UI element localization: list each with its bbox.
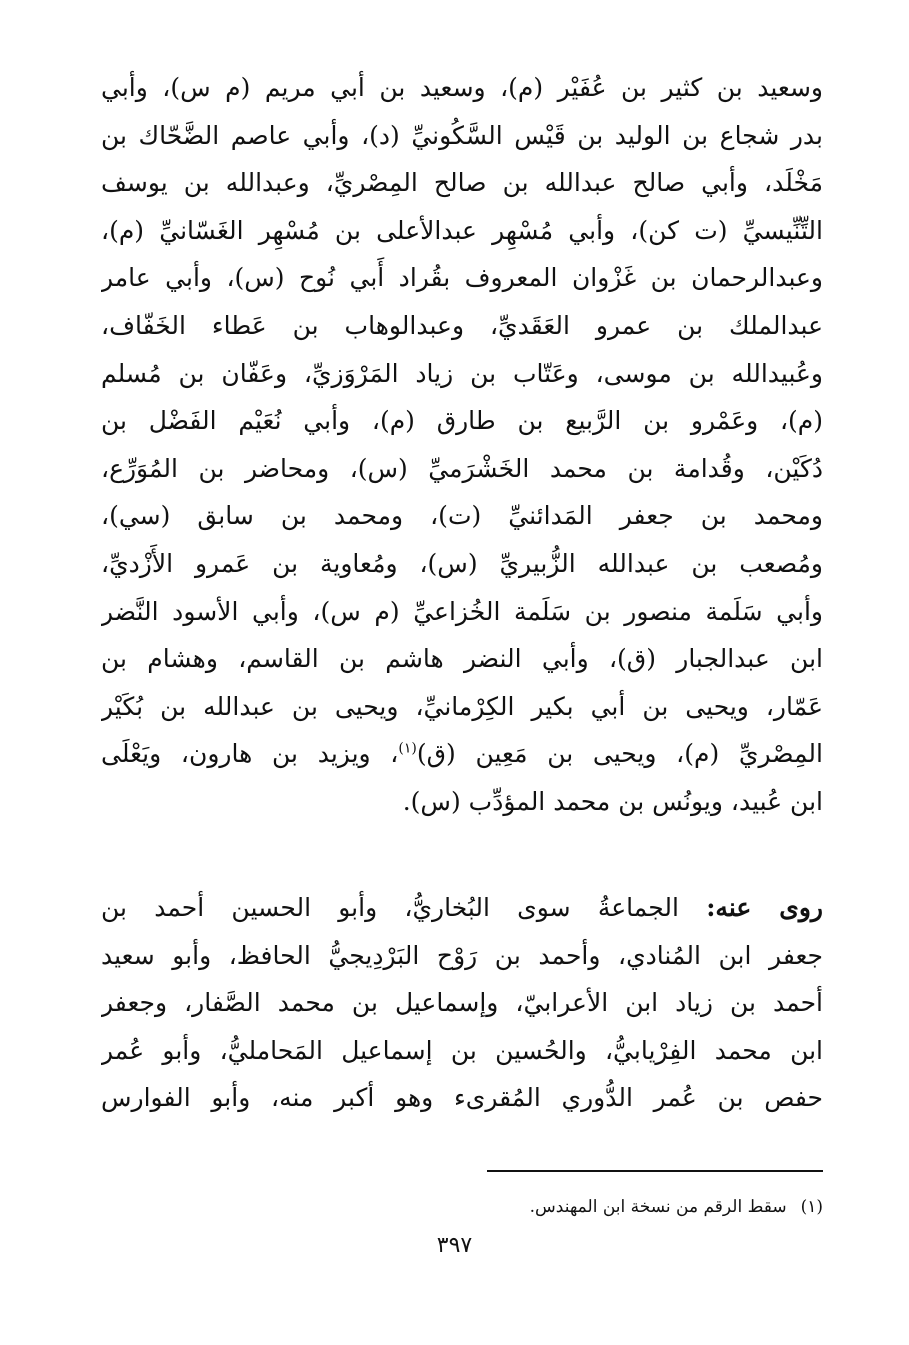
text-line: ومُصعب بن عبدالله الزُّبيريِّ (س)، ومُعاوية بن عَمرو الأَزْديِّ، — [101, 548, 823, 578]
narrators-paragraph — [101, 884, 823, 1122]
text-line: التِّنِّيسيِّ (ت كن)، وأبي مُسْهِر عبدالأعلى بن مُسْهِر الغَسّانيِّ (م)، — [101, 215, 823, 245]
text-line: جعفر ابن المُنادي، وأحمد بن رَوْح البَرْدِيجيُّ الحافظ، وأبو سعيد — [101, 940, 823, 970]
text-line: ابن عبدالجبار (ق)، وأبي النضر هاشم بن القاسم، وهشام بن — [101, 644, 823, 674]
footnote — [101, 1194, 823, 1220]
text-segment: الجماعةُ سوى البُخاريُّ، وأبو الحسين أحمد بن — [101, 893, 679, 922]
text-line: وعُبيدالله بن موسى، وعَتّاب بن زياد المَرْوَزيِّ، وعَفّان بن مُسلم — [101, 358, 823, 388]
text-line: (م)، وعَمْرو بن الرَّبيع بن طارق (م)، وأبي نُعَيْم الفَضْل بن — [101, 406, 823, 436]
text-line: حفص بن عُمر الدُّوري المُقرىء وهو أكبر منه، وأبو الفوارس — [101, 1083, 823, 1113]
text-line: وسعيد بن كثير بن عُفَيْر (م)، وسعيد بن أبي مريم (م س)، وأبي — [101, 73, 823, 102]
text-line: ابن عُبيد، ويونُس بن محمد المؤدِّب (س). — [402, 786, 823, 816]
text-line: بدر شجاع بن الوليد بن قَيْس السَّكُونيِّ (د)، وأبي عاصم الضَّحّاك بن — [101, 120, 823, 150]
paragraph-lead: روى عنه: — [706, 893, 823, 922]
text-line: ومحمد بن جعفر المَدائنيِّ (ت)، ومحمد بن سابق (سي)، — [101, 501, 823, 531]
text-segment: المِصْريِّ (م)، ويحيى بن مَعِين (ق) — [416, 739, 823, 769]
text-line: وأبي سَلَمة منصور بن سَلَمة الخُزاعيِّ (م س)، وأبي الأسود النَّضر — [101, 596, 823, 626]
text-line: وعبدالرحمان بن غَزْوان المعروف بقُراد أَبي نُوح (س)، وأبي عامر — [101, 263, 823, 293]
page-number: ٣٩٧ — [436, 1233, 473, 1258]
footnote-separator — [487, 1170, 823, 1172]
main-paragraph — [101, 64, 823, 826]
text-line: عبدالملك بن عمرو العَقَديِّ، وعبدالوهاب بن عَطاء الخَفّاف، — [101, 310, 823, 340]
text-segment: ، ويزيد بن هارون، ويَعْلَى — [101, 739, 399, 769]
text-line: أحمد بن زياد ابن الأعرابيّ، وإسماعيل بن محمد الصَّفار، وجعفر — [101, 988, 823, 1018]
text-line: مَخْلَد، وأبي صالح عبدالله بن صالح المِصْريِّ، وعبدالله بن يوسف — [101, 168, 823, 198]
footnote-reference: (١) — [398, 740, 417, 757]
text-line: عَمّار، ويحيى بن أبي بكير الكِرْمانيِّ، ويحيى بن عبدالله بن بُكَيْر — [101, 691, 823, 721]
footnote-text: سقط الرقم من نسخة ابن المهندس. — [529, 1197, 787, 1217]
text-line-with-footnote-ref — [101, 730, 823, 778]
text-line-with-lead — [101, 884, 823, 932]
footnote-number: (١) — [800, 1197, 823, 1217]
text-line: ابن محمد الفِرْيابيُّ، والحُسين بن إسماعيل المَحامليُّ، وأبو عُمر — [101, 1035, 823, 1065]
text-line: دُكَيْن، وقُدامة بن محمد الخَشْرَميِّ (س)، ومحاضر بن المُوَرِّع، — [101, 453, 823, 483]
